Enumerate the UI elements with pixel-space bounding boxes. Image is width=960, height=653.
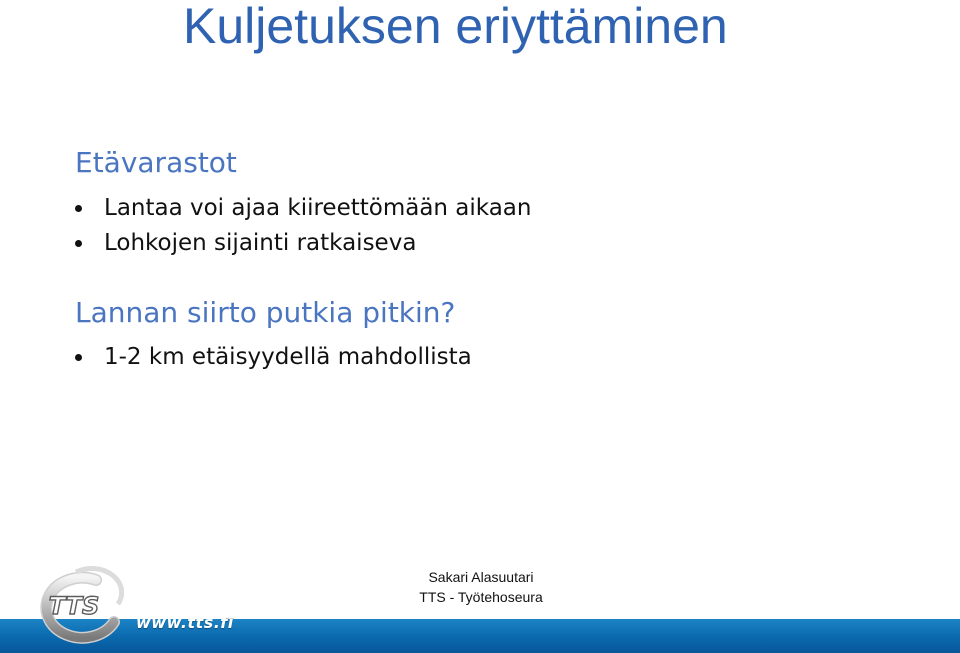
bullet-item [75, 226, 531, 261]
bullet-dot-icon [75, 240, 82, 247]
author-block [400, 567, 562, 607]
bullet-text: Lantaa voi ajaa kiireettömään aikaan [104, 195, 532, 221]
bullet-list-lannan-siirto [75, 340, 472, 375]
footer-url-link[interactable]: www.tts.fi [136, 613, 234, 632]
bullet-text: 1-2 km etäisyydellä mahdollista [104, 344, 472, 370]
logo-text: TTS [48, 592, 100, 620]
bullet-text: Lohkojen sijainti ratkaiseva [104, 230, 417, 256]
tts-logo-icon [26, 564, 126, 644]
bullet-list-etavarastot [75, 191, 531, 261]
author-organization: TTS - Työtehoseura [419, 589, 543, 605]
author-name: Sakari Alasuutari [428, 569, 534, 585]
bullet-dot-icon [75, 205, 82, 212]
section-heading-lannan-siirto: Lannan siirto putkia pitkin? [75, 296, 456, 329]
bullet-dot-icon [75, 354, 82, 361]
slide-title: Kuljetuksen eriyttäminen [183, 0, 728, 54]
bullet-item [75, 191, 531, 226]
bullet-item [75, 340, 472, 375]
section-heading-etavarastot: Etävarastot [75, 146, 237, 179]
